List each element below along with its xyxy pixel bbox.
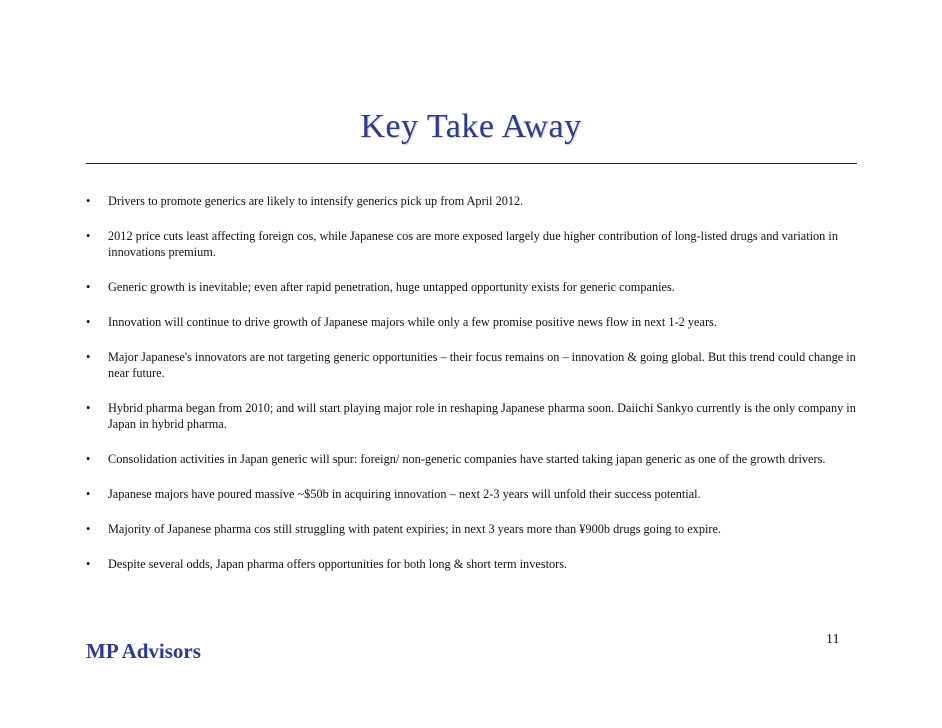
bullet-marker: • xyxy=(86,315,91,329)
bullet-text: Generic growth is inevitable; even after rapid penetration, huge untapped opportunity exists for generic companies. xyxy=(108,280,675,294)
bullet-item xyxy=(86,486,856,502)
page-number: 11 xyxy=(826,632,840,647)
bullet-marker: • xyxy=(86,280,91,294)
bullet-marker: • xyxy=(86,229,91,243)
bullet-marker: • xyxy=(86,452,91,466)
bullet-marker: • xyxy=(86,522,91,536)
slide-title: Key Take Away xyxy=(360,108,582,145)
bullet-text: 2012 price cuts least affecting foreign cos, while Japanese cos are more exposed largely due higher contribution of long-listed drugs and variation in innovations premium. xyxy=(108,229,838,259)
bullet-list xyxy=(86,193,856,591)
bullet-marker: • xyxy=(86,194,91,208)
bullet-text: Major Japanese's innovators are not targeting generic opportunities – their focus remains on – innovation & going global. But this trend could change in near future. xyxy=(108,350,856,380)
bullet-item xyxy=(86,349,856,381)
bullet-marker: • xyxy=(86,487,91,501)
bullet-item xyxy=(86,279,856,295)
bullet-text: Hybrid pharma began from 2010; and will start playing major role in reshaping Japanese pharma soon. Daiichi Sankyo currently is the only company in Japan in hybrid pharma. xyxy=(108,401,856,431)
bullet-item xyxy=(86,451,856,467)
bullet-item xyxy=(86,521,856,537)
bullet-marker: • xyxy=(86,401,91,415)
bullet-item xyxy=(86,228,856,260)
footer-brand: MP Advisors xyxy=(86,639,201,663)
bullet-text: Majority of Japanese pharma cos still struggling with patent expiries; in next 3 years more than ¥900b drugs going to expire. xyxy=(108,522,722,536)
bullet-text: Consolidation activities in Japan generic will spur: foreign/ non-generic companies have started taking japan generic as one of the growth drivers. xyxy=(108,452,826,466)
bullet-text: Japanese majors have poured massive ~$50b in acquiring innovation – next 2-3 years will unfold their success potential. xyxy=(108,487,701,501)
bullet-text: Despite several odds, Japan pharma offers opportunities for both long & short term investors. xyxy=(108,557,568,571)
bullet-marker: • xyxy=(86,557,91,571)
bullet-marker: • xyxy=(86,350,91,364)
bullet-item xyxy=(86,314,856,330)
bullet-item xyxy=(86,193,856,209)
title-divider xyxy=(86,163,857,164)
bullet-text: Innovation will continue to drive growth of Japanese majors while only a few promise positive news flow in next 1-2 years. xyxy=(108,315,717,329)
bullet-item xyxy=(86,400,856,432)
bullet-item xyxy=(86,556,856,572)
bullet-text: Drivers to promote generics are likely to intensify generics pick up from April 2012. xyxy=(108,194,524,208)
